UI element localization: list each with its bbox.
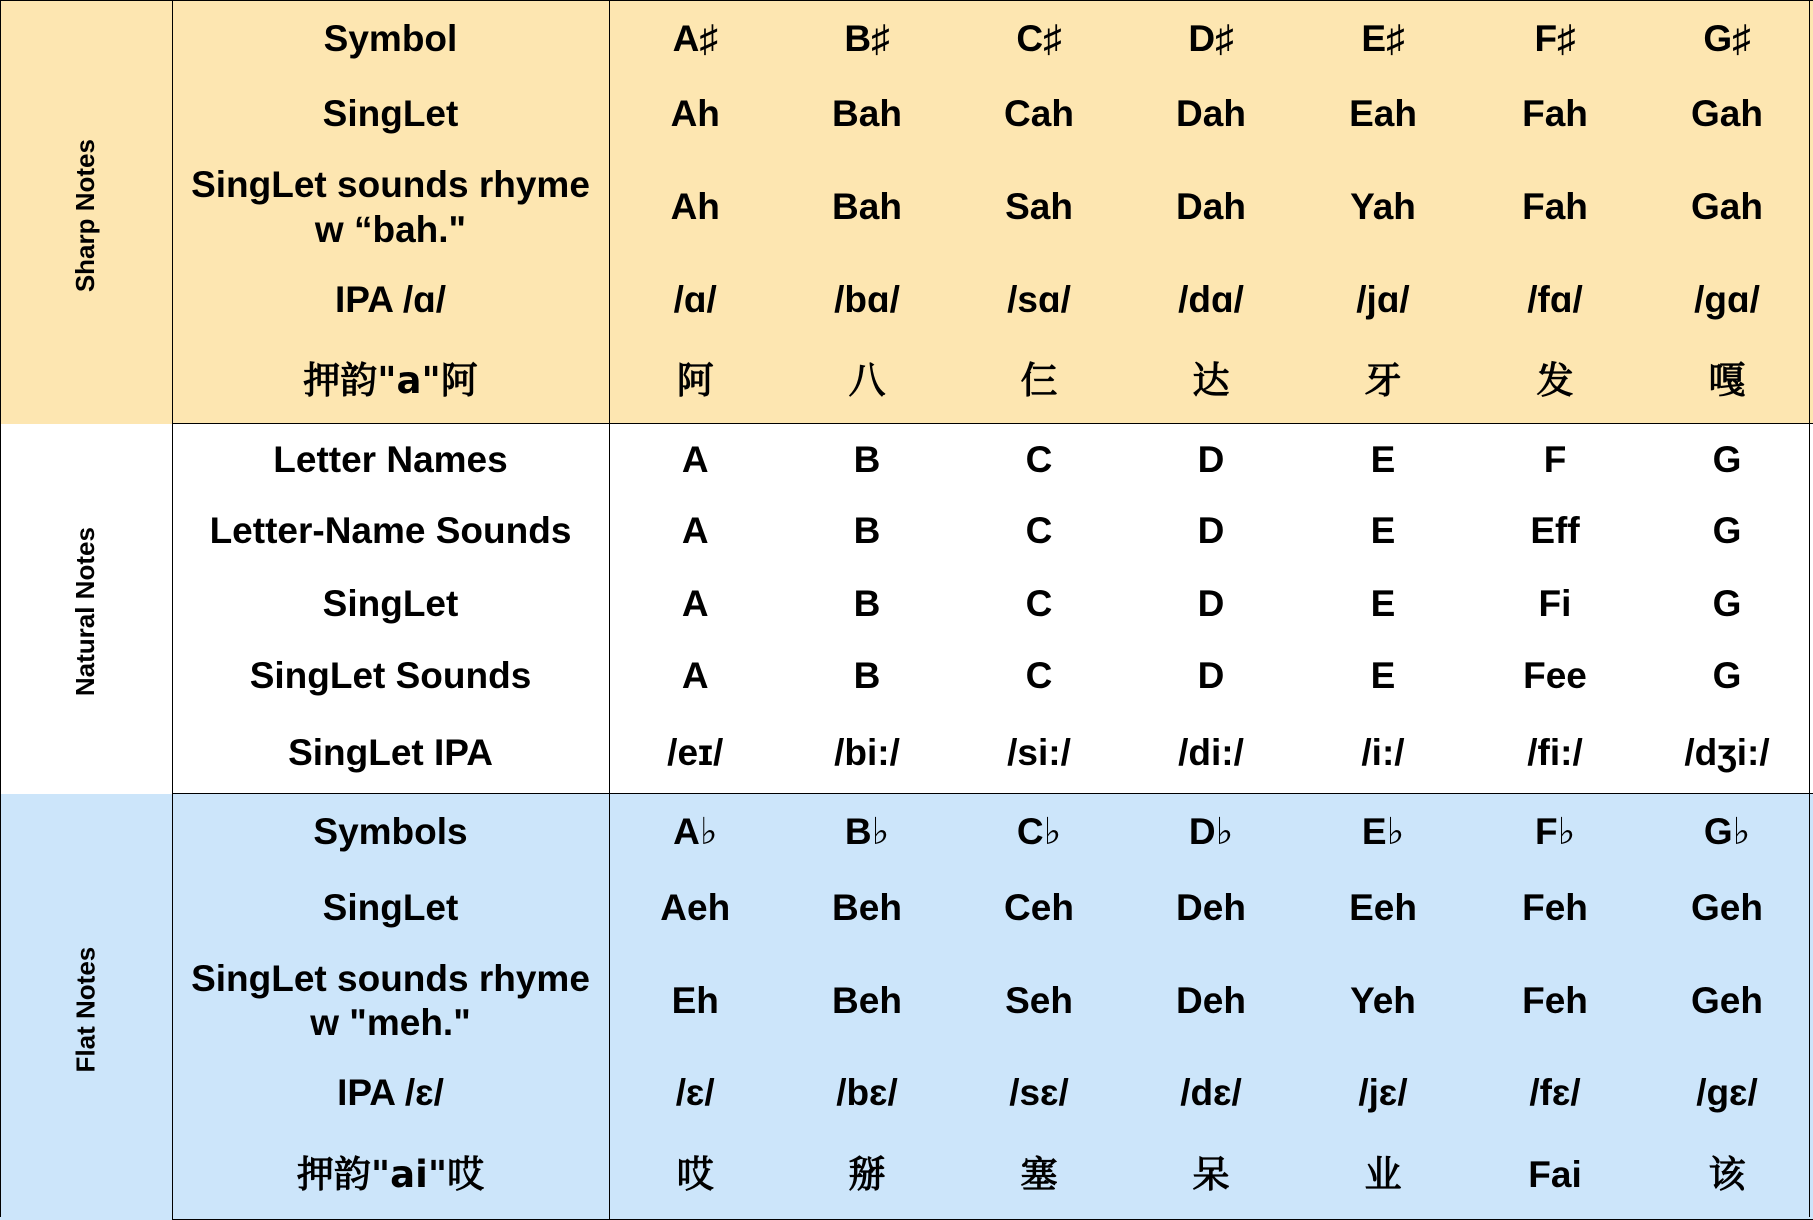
- cell: 哎: [609, 1132, 781, 1220]
- cell: Yah: [1297, 153, 1469, 263]
- cell: G: [1641, 641, 1813, 713]
- sharp-row-ipa: [0, 263, 1813, 339]
- cell: B♯: [781, 1, 953, 77]
- cell: Ah: [609, 153, 781, 263]
- cell: B: [781, 424, 953, 496]
- cell: Geh: [1641, 947, 1813, 1056]
- cell: /dɛ/: [1125, 1056, 1297, 1132]
- cell-highlight-green: /fi:/: [1469, 713, 1641, 794]
- cell: Sah: [953, 153, 1125, 263]
- flat-row-rhyme-cjk: [0, 1132, 1813, 1220]
- cell: G♭: [1641, 794, 1813, 871]
- cell-highlight-green: Fi: [1469, 568, 1641, 641]
- row-label: 押韵"ai"哎: [172, 1132, 609, 1220]
- cell: Fah: [1469, 153, 1641, 263]
- cell: F♭: [1469, 794, 1641, 871]
- cell: /dɑ/: [1125, 263, 1297, 339]
- cell: Eh: [609, 947, 781, 1056]
- cell: A: [609, 568, 781, 641]
- cell: G: [1641, 568, 1813, 641]
- cell: Beh: [781, 947, 953, 1056]
- sharp-row-symbol: [0, 1, 1813, 77]
- cell: Fai: [1469, 1132, 1641, 1220]
- flat-row-singlet: [0, 871, 1813, 947]
- row-label: SingLet: [172, 568, 609, 641]
- cell: /gɑ/: [1641, 263, 1813, 339]
- cell: /fɑ/: [1469, 263, 1641, 339]
- cell: 掰: [781, 1132, 953, 1220]
- cell: Seh: [953, 947, 1125, 1056]
- sharp-row-rhyme-cjk: [0, 339, 1813, 424]
- row-label: SingLet sounds rhyme w “bah.": [172, 153, 609, 263]
- cell: Dah: [1125, 77, 1297, 153]
- cell: B♭: [781, 794, 953, 871]
- group-label-natural: [0, 424, 172, 794]
- cell: Eeh: [1297, 871, 1469, 947]
- cell: Beh: [781, 871, 953, 947]
- group-label-flat-text: Flat Notes: [70, 947, 101, 1073]
- cell: /sɑ/: [953, 263, 1125, 339]
- row-label: SingLet IPA: [172, 713, 609, 794]
- cell: /di:/: [1125, 713, 1297, 794]
- group-label-sharp: [0, 1, 172, 424]
- cell: C: [953, 424, 1125, 496]
- cell: Feh: [1469, 947, 1641, 1056]
- cell: C♭: [953, 794, 1125, 871]
- cell: E: [1297, 568, 1469, 641]
- cell: A: [609, 424, 781, 496]
- cell: /bi:/: [781, 713, 953, 794]
- cell: 阿: [609, 339, 781, 424]
- cell: /jɛ/: [1297, 1056, 1469, 1132]
- cell: A♯: [609, 1, 781, 77]
- natural-row-singlet-sounds: [0, 641, 1813, 713]
- cell: /gɛ/: [1641, 1056, 1813, 1132]
- row-label: Symbol: [172, 1, 609, 77]
- row-label: SingLet sounds rhyme w "meh.": [172, 947, 609, 1056]
- cell: E: [1297, 424, 1469, 496]
- natural-row-letter-name-sounds: [0, 496, 1813, 568]
- sharp-row-rhyme: [0, 153, 1813, 263]
- cell: 塞: [953, 1132, 1125, 1220]
- cell: /fɛ/: [1469, 1056, 1641, 1132]
- cell: 该: [1641, 1132, 1813, 1220]
- cell: Geh: [1641, 871, 1813, 947]
- cell: /jɑ/: [1297, 263, 1469, 339]
- cell-highlight-green: Fee: [1469, 641, 1641, 713]
- cell: G: [1641, 496, 1813, 568]
- cell: D♭: [1125, 794, 1297, 871]
- cell: D: [1125, 641, 1297, 713]
- cell: Yeh: [1297, 947, 1469, 1056]
- flat-row-ipa: [0, 1056, 1813, 1132]
- cell: Eah: [1297, 77, 1469, 153]
- cell: /bɛ/: [781, 1056, 953, 1132]
- cell: 嘎: [1641, 339, 1813, 424]
- cell: C♯: [953, 1, 1125, 77]
- cell: /ɛ/: [609, 1056, 781, 1132]
- cell: Bah: [781, 77, 953, 153]
- cell: A: [609, 641, 781, 713]
- cell: Deh: [1125, 947, 1297, 1056]
- cell: 仨: [953, 339, 1125, 424]
- cell: C: [953, 496, 1125, 568]
- cell: Bah: [781, 153, 953, 263]
- cell: E♯: [1297, 1, 1469, 77]
- cell: E♭: [1297, 794, 1469, 871]
- row-label: Symbols: [172, 794, 609, 871]
- cell: A: [609, 496, 781, 568]
- cell: B: [781, 641, 953, 713]
- row-label: SingLet: [172, 77, 609, 153]
- cell: Gah: [1641, 153, 1813, 263]
- row-label: Letter-Name Sounds: [172, 496, 609, 568]
- row-label: Letter Names: [172, 424, 609, 496]
- cell: 业: [1297, 1132, 1469, 1220]
- cell: Feh: [1469, 871, 1641, 947]
- cell: 发: [1469, 339, 1641, 424]
- flat-row-rhyme: [0, 947, 1813, 1056]
- cell: /ɑ/: [609, 263, 781, 339]
- cell: F: [1469, 424, 1641, 496]
- cell: /sɛ/: [953, 1056, 1125, 1132]
- cell: B: [781, 568, 953, 641]
- cell: G: [1641, 424, 1813, 496]
- cell: C: [953, 641, 1125, 713]
- cell: Ah: [609, 77, 781, 153]
- natural-row-singlet: [0, 568, 1813, 641]
- cell: F♯: [1469, 1, 1641, 77]
- cell: 呆: [1125, 1132, 1297, 1220]
- cell: Fah: [1469, 77, 1641, 153]
- flat-row-symbols: [0, 794, 1813, 871]
- cell: Aeh: [609, 871, 781, 947]
- cell: /si:/: [953, 713, 1125, 794]
- cell: G♯: [1641, 1, 1813, 77]
- cell: B: [781, 496, 953, 568]
- cell: D: [1125, 568, 1297, 641]
- row-label: IPA /ɛ/: [172, 1056, 609, 1132]
- natural-row-letter-names: [0, 424, 1813, 496]
- natural-row-singlet-ipa: [0, 713, 1813, 794]
- cell-highlight-red: Eff: [1469, 496, 1641, 568]
- cell: Deh: [1125, 871, 1297, 947]
- row-label: IPA /ɑ/: [172, 263, 609, 339]
- group-label-sharp-text: Sharp Notes: [70, 139, 101, 293]
- cell: D♯: [1125, 1, 1297, 77]
- cell: 牙: [1297, 339, 1469, 424]
- cell: Gah: [1641, 77, 1813, 153]
- cell: Cah: [953, 77, 1125, 153]
- group-label-natural-text: Natural Notes: [70, 527, 101, 697]
- cell: A♭: [609, 794, 781, 871]
- cell: /i:/: [1297, 713, 1469, 794]
- cell: D: [1125, 424, 1297, 496]
- cell: /bɑ/: [781, 263, 953, 339]
- cell: E: [1297, 496, 1469, 568]
- cell: Ceh: [953, 871, 1125, 947]
- cell: D: [1125, 496, 1297, 568]
- sharp-row-singlet: [0, 77, 1813, 153]
- cell: 八: [781, 339, 953, 424]
- cell: 达: [1125, 339, 1297, 424]
- cell: E: [1297, 641, 1469, 713]
- cell: C: [953, 568, 1125, 641]
- row-label: SingLet: [172, 871, 609, 947]
- cell: Dah: [1125, 153, 1297, 263]
- group-label-flat: [0, 794, 172, 1220]
- row-label: 押韵"a"阿: [172, 339, 609, 424]
- cell: /dʒi:/: [1641, 713, 1813, 794]
- cell: /eɪ/: [609, 713, 781, 794]
- row-label: SingLet Sounds: [172, 641, 609, 713]
